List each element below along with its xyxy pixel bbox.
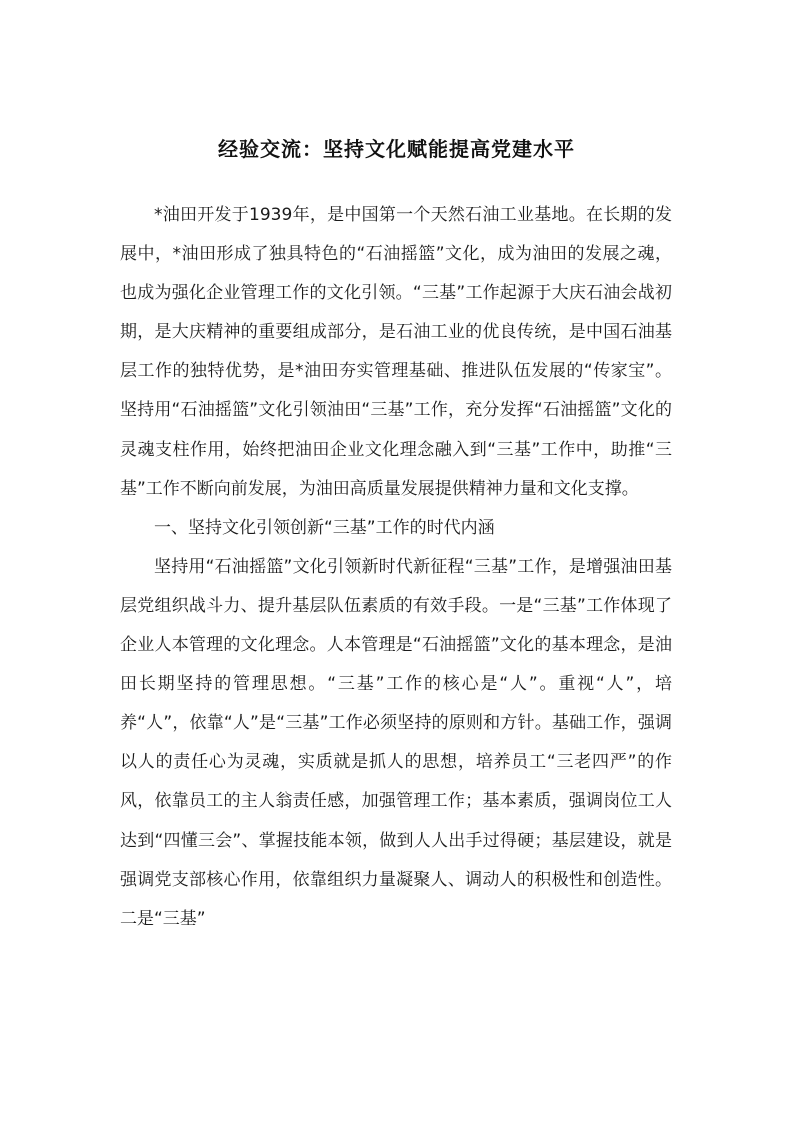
paragraph-section-1: 坚持用“石油摇篮”文化引领新时代新征程“三基”工作，是增强油田基层党组织战斗力、提升基层队伍素质的有效手段。一是“三基”工作体现了企业人本管理的文化理念。人本管理是“石油摇篮”文化的基本理念，是油田长期坚持的管理思想。“三基”工作的核心是“人”。重视“人”，培养“人”，依靠“人”是“三基”工作必须坚持的原则和方针。基础工作，强调以人的责任心为灵魂，实质就是抓人的思想，培养员工“三老四严”的作风，依靠员工的主人翁责任感，加强管理工作；基本素质，强调岗位工人达到“四懂三会”、掌握技能本领，做到人人出手过得硬；基层建设，就是强调党支部核心作用，依靠组织力量凝聚人、调动人的积极性和创造性。二是“三基” — [120, 556, 672, 929]
paragraph-intro: *油田开发于1939年，是中国第一个天然石油工业基地。在长期的发展中，*油田形成了独具特色的“石油摇篮”文化，成为油田的发展之魂，也成为强化企业管理工作的文化引领。“三基”工作起源于大庆石油会战初期，是大庆精神的重要组成部分，是石油工业的优良传统，是中国石油基层工作的独特优势，是*油田夯实管理基础、推进队伍发展的“传家宝”。坚持用“石油摇篮”文化引领油田“三基”工作，充分发挥“石油摇篮”文化的灵魂支柱作用，始终把油田企业文化理念融入到“三基”工作中，助推“三基”工作不断向前发展，为油田高质量发展提供精神力量和文化支撑。 — [120, 205, 672, 499]
document-title: 经验交流：坚持文化赋能提高党建水平 — [218, 137, 575, 161]
section-heading-1: 一、坚持文化引领创新“三基”工作的时代内涵 — [154, 517, 495, 538]
document-body — [120, 196, 672, 939]
